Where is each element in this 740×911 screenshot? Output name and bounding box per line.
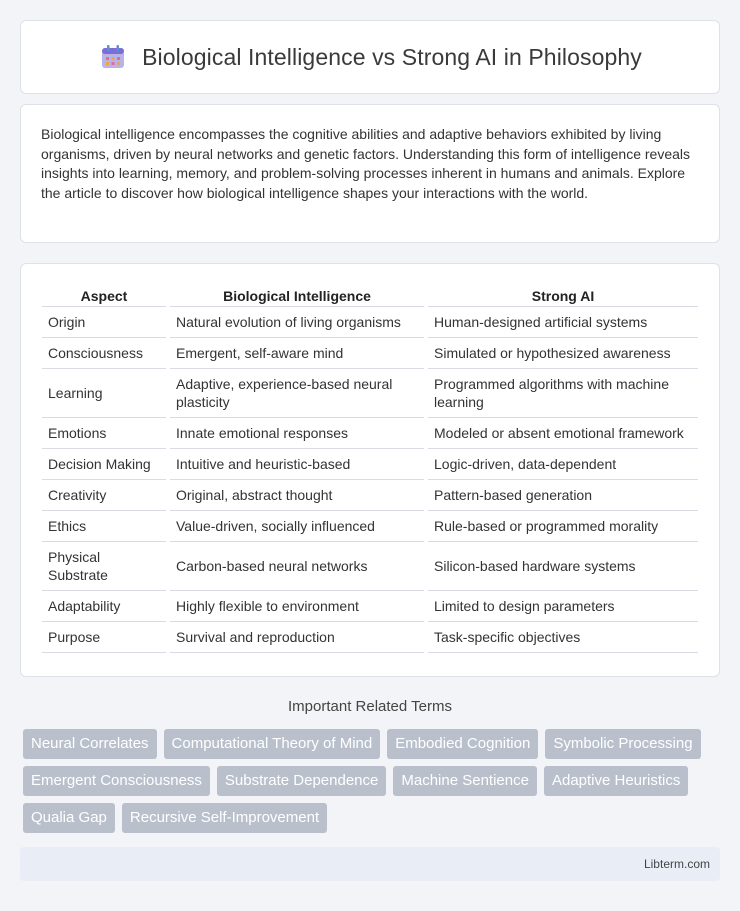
- column-header-aspect: Aspect: [42, 284, 166, 307]
- table-cell: Logic-driven, data-dependent: [428, 449, 698, 480]
- table-row: [42, 591, 698, 622]
- table-cell: Limited to design parameters: [428, 591, 698, 622]
- table-cell: Emotions: [42, 418, 166, 449]
- table-cell: Adaptive, experience-based neural plasticity: [170, 369, 424, 418]
- table-row: [42, 369, 698, 418]
- column-header-strong-ai: Strong AI: [428, 284, 698, 307]
- table-cell: Pattern-based generation: [428, 480, 698, 511]
- table-cell: Highly flexible to environment: [170, 591, 424, 622]
- table-cell: Value-driven, socially influenced: [170, 511, 424, 542]
- intro-card: [20, 104, 720, 243]
- comparison-table: [38, 284, 702, 653]
- comparison-table-card: [20, 263, 720, 677]
- footer-site-link[interactable]: Libterm.com: [643, 857, 710, 871]
- table-cell: Creativity: [42, 480, 166, 511]
- table-row: [42, 542, 698, 591]
- table-row: [42, 511, 698, 542]
- table-header-row: [42, 284, 698, 307]
- table-cell: Human-designed artificial systems: [428, 307, 698, 338]
- term-tag[interactable]: Neural Correlates: [23, 729, 157, 759]
- table-cell: Origin: [42, 307, 166, 338]
- page-title: Biological Intelligence vs Strong AI in Philosophy: [142, 43, 642, 70]
- term-tag[interactable]: Computational Theory of Mind: [164, 729, 381, 759]
- table-cell: Survival and reproduction: [170, 622, 424, 653]
- table-cell: Task-specific objectives: [428, 622, 698, 653]
- table-cell: Original, abstract thought: [170, 480, 424, 511]
- intro-text: Biological intelligence encompasses the cognitive abilities and adaptive behaviors exhibited by living organisms, driven by neural networks and genetic factors. Understanding this form of intelligence reveals insights into learning, memory, and problem-solving processes inherent in humans and animals. Explore the article to discover how biological intelligence shapes your interactions with the world.: [41, 126, 690, 201]
- column-header-biological: Biological Intelligence: [170, 284, 424, 307]
- table-cell: Ethics: [42, 511, 166, 542]
- table-cell: Decision Making: [42, 449, 166, 480]
- related-terms-heading: Important Related Terms: [288, 698, 452, 715]
- title-wrap: [98, 42, 642, 72]
- table-cell: Natural evolution of living organisms: [170, 307, 424, 338]
- related-terms-list: [23, 729, 723, 833]
- table-cell: Learning: [42, 369, 166, 418]
- header-card: [20, 20, 720, 94]
- table-row: [42, 338, 698, 369]
- term-tag[interactable]: Recursive Self-Improvement: [122, 803, 327, 833]
- table-row: [42, 480, 698, 511]
- table-cell: Programmed algorithms with machine learning: [428, 369, 698, 418]
- table-cell: Silicon-based hardware systems: [428, 542, 698, 591]
- term-tag[interactable]: Symbolic Processing: [545, 729, 700, 759]
- table-row: [42, 622, 698, 653]
- term-tag[interactable]: Emergent Consciousness: [23, 766, 210, 796]
- table-cell: Innate emotional responses: [170, 418, 424, 449]
- table-cell: Purpose: [42, 622, 166, 653]
- table-cell: Physical Substrate: [42, 542, 166, 591]
- table-cell: Carbon-based neural networks: [170, 542, 424, 591]
- table-cell: Consciousness: [42, 338, 166, 369]
- table-row: [42, 418, 698, 449]
- term-tag[interactable]: Adaptive Heuristics: [544, 766, 688, 796]
- term-tag[interactable]: Substrate Dependence: [217, 766, 386, 796]
- table-cell: Modeled or absent emotional framework: [428, 418, 698, 449]
- table-row: [42, 307, 698, 338]
- term-tag[interactable]: Machine Sentience: [393, 766, 537, 796]
- calendar-icon: [98, 42, 128, 72]
- table-cell: Adaptability: [42, 591, 166, 622]
- table-cell: Emergent, self-aware mind: [170, 338, 424, 369]
- table-row: [42, 449, 698, 480]
- table-cell: Rule-based or programmed morality: [428, 511, 698, 542]
- term-tag[interactable]: Qualia Gap: [23, 803, 115, 833]
- table-cell: Simulated or hypothesized awareness: [428, 338, 698, 369]
- footer: [20, 847, 720, 881]
- term-tag[interactable]: Embodied Cognition: [387, 729, 538, 759]
- table-cell: Intuitive and heuristic-based: [170, 449, 424, 480]
